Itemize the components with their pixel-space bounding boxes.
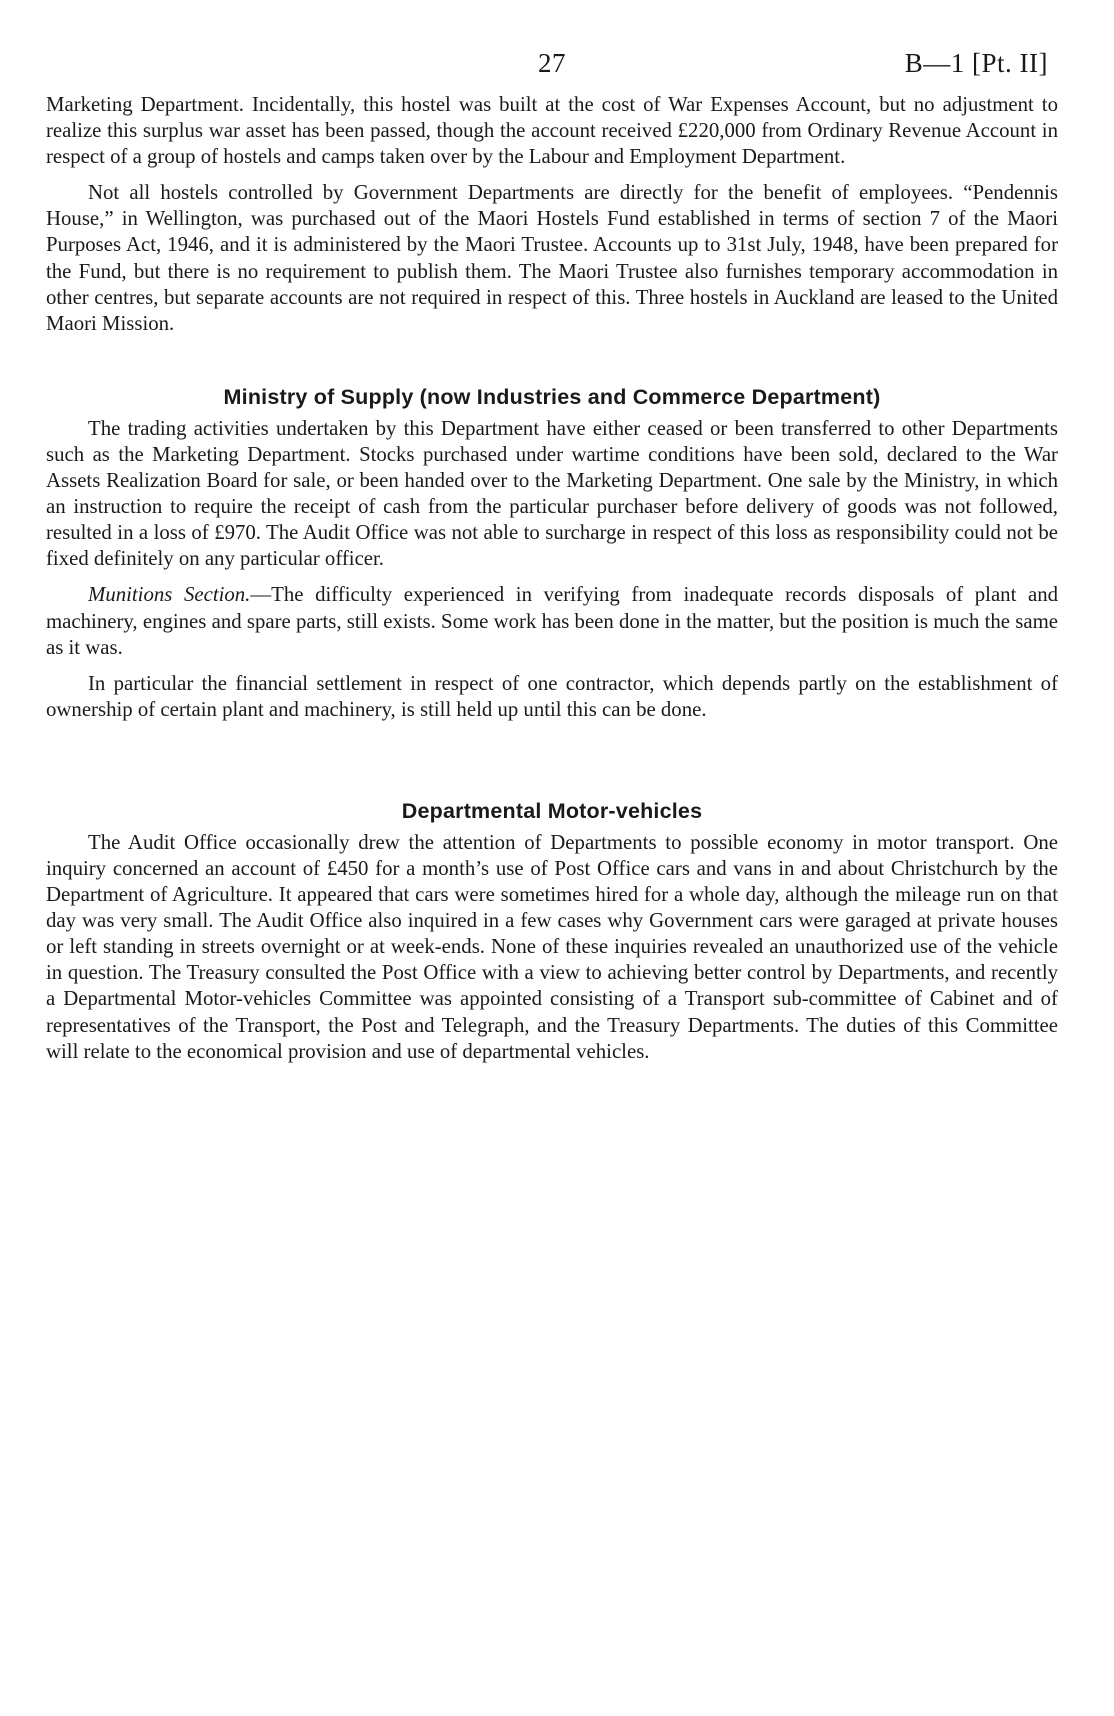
document-page [46, 48, 1058, 1065]
page-reference: B—1 [Pt. II] [904, 48, 1048, 78]
section-motor-vehicles [46, 799, 1058, 1065]
paragraph: Not all hostels controlled by Government Departments are directly for the benefit of employees. “Pendennis House,” in Wellington, was purchased out of the Maori Hostels Fund established in terms of section 7 of the Maori Purposes Act, 1946, and it is administered by the Maori Trustee. Accounts up to 31st July, 1948, have been prepared for the Fund, but there is no requirement to publish them. The Maori Trustee also furnishes temporary accommodation in other centres, but separate accounts are not required in respect of this. Three hostels in Auckland are leased to the United Maori Mission. [46, 181, 1058, 335]
section-heading: Departmental Motor-vehicles [401, 798, 703, 823]
page-header [46, 48, 1058, 88]
section-ministry-of-supply [46, 385, 1058, 723]
paragraph: The Audit Office occasionally drew the attention of Departments to possible economy in motor transport. One inquiry concerned an account of £450 for a month’s use of Post Office cars and vans in and about Christchurch by the Department of Agriculture. It appeared that cars were sometimes hired for a whole day, although the mileage run on that day was very small. The Audit Office also inquired in a few cases why Government cars were garaged at private houses or left standing in streets overnight or at week-ends. None of these inquiries revealed an unauthorized use of the vehicle in question. The Treasury consulted the Post Office with a view to achieving better control by Departments, and recently a Departmental Motor-vehicles Committee was appointed consisting of a Transport sub-committee of Cabinet and of representatives of the Transport, the Post and Telegraph, and the Treasury Departments. The duties of this Committee will relate to the economical provision and use of departmental vehicles. [46, 830, 1058, 1063]
munitions-label: Munitions Section. [88, 583, 251, 607]
paragraph: Marketing Department. Incidentally, this hostel was built at the cost of War Expenses Account, but no adjustment to realize this surplus war asset has been passed, though the account received £220,000 from Ordinary Revenue Account in respect of a group of hostels and camps taken over by the Labour and Employment Department. [46, 93, 1058, 169]
paragraph-munitions [46, 582, 1058, 660]
section-hostels-continued [46, 92, 1058, 337]
page-number: 27 [538, 48, 566, 78]
paragraph: The trading activities undertaken by this Department have either ceased or been transferred to other Departments such as the Marketing Department. Stocks purchased under wartime conditions have been sold, declared to the War Assets Realization Board for sale, or been handed over to the Marketing Department. One sale by the Ministry, in which an instruction to require the receipt of cash from the particular purchaser before delivery of goods was not followed, resulted in a loss of £970. The Audit Office was not able to surcharge in respect of this loss as responsibility could not be fixed definitely on any particular officer. [46, 416, 1058, 571]
munitions-text: —The difficulty experienced in verifying from inadequate records disposals of plant and machinery, engines and spare parts, still exists. Some work has been done in the matter, but the position is much the same as it was. [46, 583, 1058, 659]
section-heading: Ministry of Supply (now Industries and Commerce Department) [223, 384, 881, 409]
paragraph: In particular the financial settlement in respect of one contractor, which depends partly on the establishment of ownership of certain plant and machinery, is still held up until this can be done. [46, 671, 1058, 721]
